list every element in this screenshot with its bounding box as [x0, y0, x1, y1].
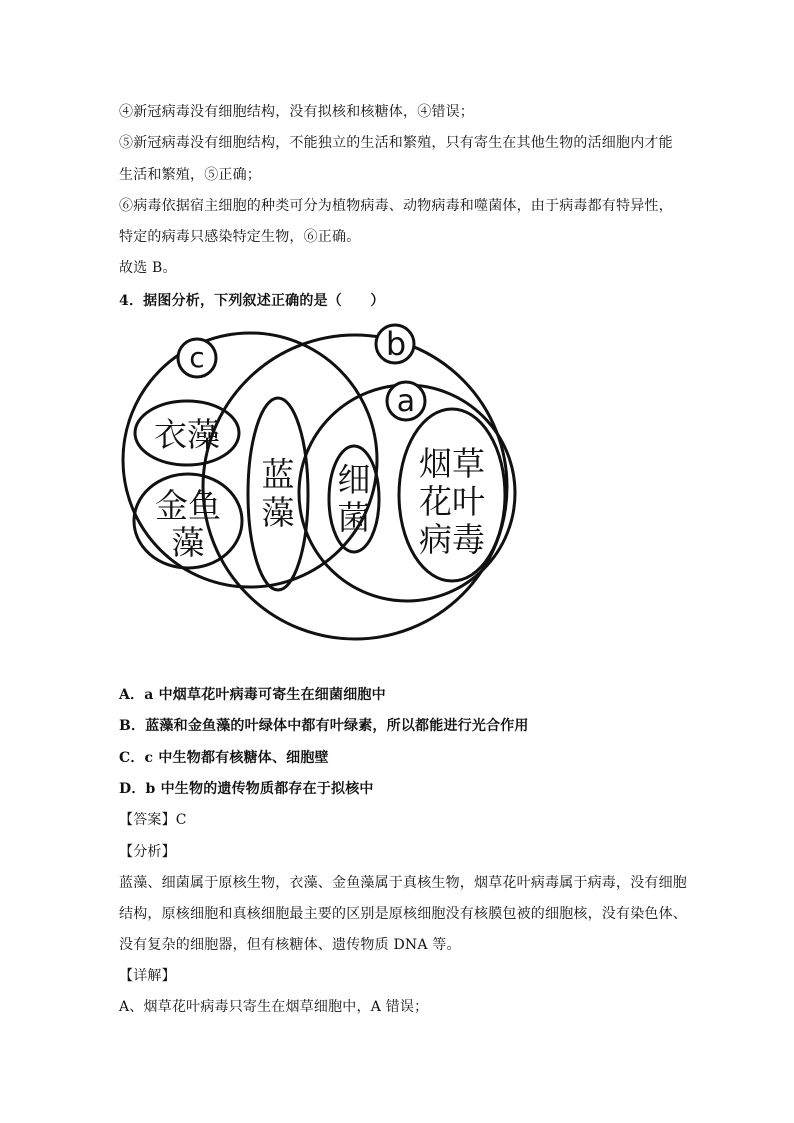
detail-label: 【详解】 [119, 968, 176, 984]
analysis-line-3: 没有复杂的细胞器，但有核糖体、遗传物质 DNA 等。 [119, 937, 461, 953]
label-c: c [189, 341, 205, 374]
label-yizao: 衣藻 [154, 415, 220, 454]
label-a: a [396, 384, 416, 419]
text-line-1: ④新冠病毒没有细胞结构，没有拟核和核糖体，④错误； [119, 104, 474, 120]
text-line-6: 故选 B。 [119, 260, 177, 276]
text-line-2: ⑤新冠病毒没有细胞结构，不能独立的生活和繁殖，只有寄生在其他生物的活细胞内才能 [119, 135, 673, 151]
label-jinyuzao-1: 金鱼 [155, 486, 221, 525]
analysis-label: 【分析】 [119, 844, 176, 860]
label-jinyuzao-2: 藻 [171, 523, 205, 562]
label-b: b [385, 325, 407, 363]
text-line-5: 特定的病毒只感染特定生物，⑥正确。 [119, 229, 361, 245]
label-xijun-1: 细 [337, 460, 371, 499]
answer-label: 【答案】C [119, 812, 187, 828]
option-a: A．a 中烟草花叶病毒可寄生在细菌细胞中 [119, 687, 386, 703]
label-lanzao-2: 藻 [261, 493, 295, 532]
label-lanzao-1: 蓝 [261, 455, 295, 494]
venn-diagram [119, 322, 519, 644]
analysis-line-2: 结构，原核细胞和真核细胞最主要的区别是原核细胞没有核膜包被的细胞核，没有染色体、 [119, 906, 687, 922]
option-d: D．b 中生物的遗传物质都存在于拟核中 [119, 781, 374, 797]
option-b: B．蓝藻和金鱼藻的叶绿体中都有叶绿素，所以都能进行光合作用 [119, 718, 529, 734]
label-virus-1: 烟草 [419, 444, 485, 483]
label-virus-2: 花叶 [419, 482, 485, 521]
detail-line-1: A、烟草花叶病毒只寄生在烟草细胞中，A 错误； [119, 999, 429, 1015]
text-line-3: 生活和繁殖，⑤正确； [119, 167, 261, 183]
option-c: C．c 中生物都有核糖体、细胞壁 [119, 750, 329, 766]
question-title: 4．据图分析，下列叙述正确的是（ ） [119, 293, 385, 309]
label-virus-3: 病毒 [419, 520, 485, 559]
text-line-4: ⑥病毒依据宿主细胞的种类可分为植物病毒、动物病毒和噬菌体，由于病毒都有特异性， [119, 198, 673, 214]
analysis-line-1: 蓝藻、细菌属于原核生物，衣藻、金鱼藻属于真核生物，烟草花叶病毒属于病毒，没有细胞 [119, 875, 687, 891]
label-xijun-2: 菌 [337, 498, 371, 537]
